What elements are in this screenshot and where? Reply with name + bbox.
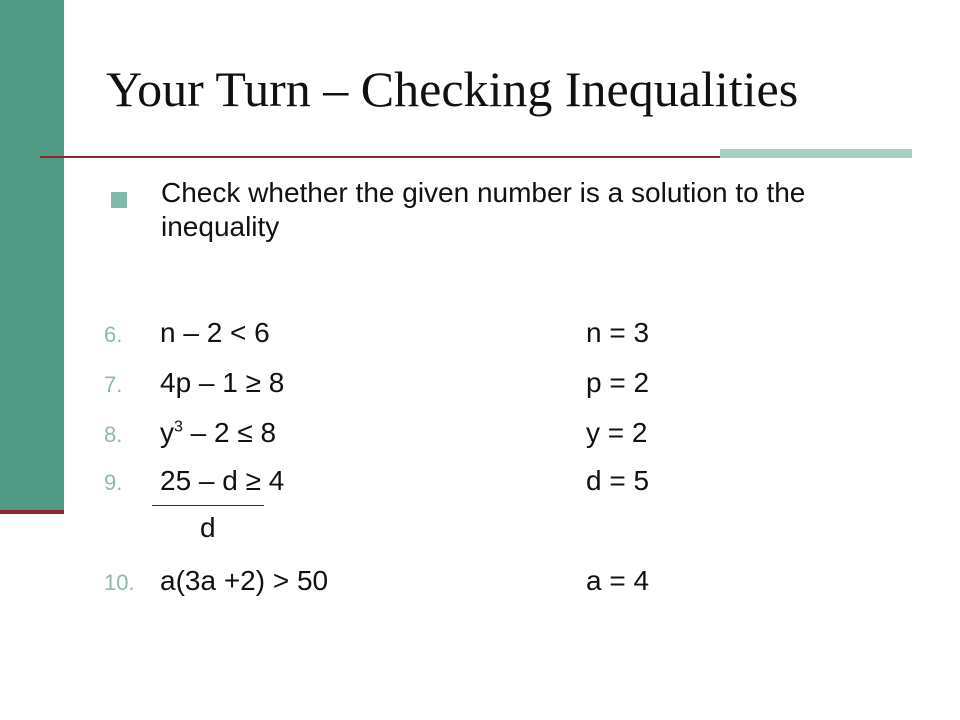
problem-row-8: [0, 414, 960, 454]
inequality-expression: [160, 417, 276, 449]
expression-rest: – 2 ≤ 8: [182, 417, 277, 448]
problem-number: 10.: [104, 570, 135, 595]
sidebar-accent-line: [0, 510, 64, 514]
test-value: p = 2: [586, 367, 650, 398]
problem-number: 6.: [104, 322, 123, 347]
inequality-expression: n – 2 < 6: [160, 317, 270, 348]
problem-number: 7.: [104, 372, 123, 397]
problem-number: 9.: [104, 470, 123, 495]
expression-exponent: 3: [174, 418, 183, 436]
test-value: d = 5: [586, 465, 650, 496]
expression-base: y: [160, 417, 174, 448]
problem-row-6: [0, 314, 960, 354]
bullet-square-icon: [111, 192, 127, 208]
inequality-expression: a(3a +2) > 50: [160, 565, 329, 596]
title-accent-bar: [720, 149, 912, 158]
fraction-bar: [152, 505, 264, 506]
problem-row-7: [0, 364, 960, 404]
test-value: n = 3: [586, 317, 650, 348]
fraction-denominator: d: [200, 512, 216, 543]
problem-number: 8.: [104, 422, 123, 447]
slide-title: Your Turn – Checking Inequalities: [106, 61, 799, 117]
inequality-expression: 4p – 1 ≥ 8: [160, 367, 285, 398]
inequality-expression: 25 – d ≥ 4: [160, 465, 285, 496]
problem-row-9: [0, 462, 960, 502]
instruction-text: Check whether the given number is a solution to the inequality: [161, 177, 806, 242]
problem-row-10: [0, 562, 960, 602]
test-value: y = 2: [586, 417, 648, 448]
test-value: a = 4: [586, 565, 650, 596]
